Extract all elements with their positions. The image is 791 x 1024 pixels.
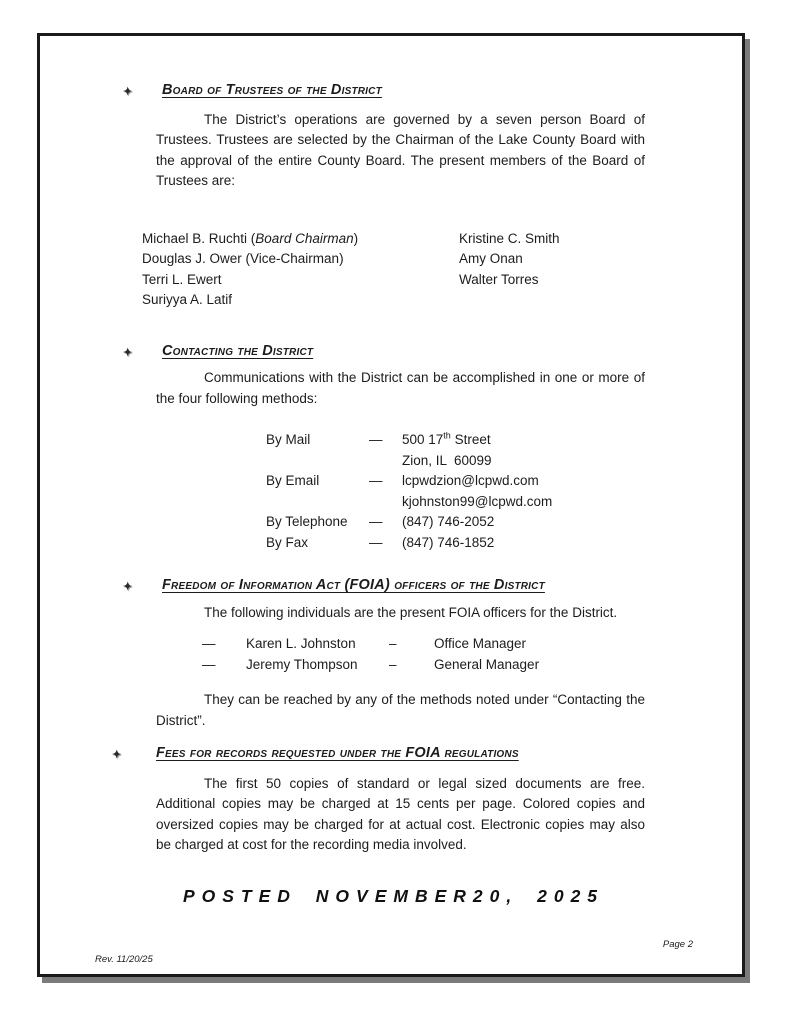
trustee-role-italic: Board Chairman	[255, 230, 354, 246]
section-heading-fees	[112, 743, 645, 764]
page-content	[40, 36, 742, 974]
contact-dash: —	[369, 534, 383, 550]
diamond-bullet-icon: ✦	[112, 749, 122, 761]
trustees-list	[142, 229, 645, 311]
contact-method-row	[266, 471, 645, 492]
foia-officer-row	[202, 634, 645, 655]
contact-dash: —	[369, 514, 383, 529]
trustee-name-part: Michael B. Ruchti (	[142, 230, 256, 246]
contact-method-value: (847) 746-1852	[402, 534, 495, 550]
trustee-name-part: )	[353, 230, 359, 246]
posted-date-line: POSTED NOVEMBER20, 2025	[182, 885, 605, 906]
contact-dash	[369, 451, 402, 472]
officer-name: Karen L. Johnston	[246, 636, 356, 651]
section-heading-contacting	[123, 341, 645, 362]
officer-title: General Manager	[434, 656, 540, 672]
contact-method-row	[266, 512, 645, 533]
contact-method-label: By Mail	[266, 432, 311, 447]
contacting-intro-paragraph: Communications with the District can be accomplished in one or more of the four following methods:	[156, 370, 645, 406]
contact-dash: —	[369, 473, 383, 488]
ordinal-superscript: th	[443, 430, 451, 441]
contact-method-row	[266, 451, 645, 472]
contact-method-label	[266, 451, 369, 472]
officer-name: Jeremy Thompson	[246, 656, 358, 672]
contact-method-value: (847) 746-2052	[402, 514, 495, 529]
trustee-name	[142, 229, 459, 250]
heading-contacting-district: Contacting the District	[162, 342, 314, 359]
officer-separator: –	[389, 656, 397, 672]
board-intro-paragraph: The District’s operations are governed by a seven person Board of Trustees. Trustees are selected by the Chairman of the Lake County Board with the approval of the entire County Board. The present members of the Board of Trustees are:	[156, 111, 645, 188]
foia-intro-paragraph: The following individuals are the present FOIA officers for the District.	[204, 604, 618, 620]
diamond-bullet-icon: ✦	[123, 86, 133, 98]
heading-fees: Fees for records requested under the FOIA regulations	[156, 745, 519, 761]
officer-dash: —	[202, 636, 216, 651]
diamond-bullet-icon: ✦	[123, 346, 133, 359]
revision-date: Rev. 11/20/25	[95, 954, 153, 965]
page-frame	[37, 33, 745, 977]
contact-method-value: Zion, IL 60099	[402, 452, 492, 468]
trustee-name: Amy Onan	[459, 251, 523, 266]
contact-dash: —	[369, 432, 383, 447]
trustee-row	[142, 290, 645, 311]
diamond-bullet-icon: ✦	[123, 581, 133, 593]
officer-dash: —	[202, 656, 216, 672]
contact-method-value	[402, 430, 491, 451]
section-heading-foia-officers	[123, 575, 645, 596]
contact-method-row	[266, 533, 645, 554]
address-part: Street	[450, 432, 491, 447]
contact-method-label: By Telephone	[266, 514, 348, 529]
foia-closing-paragraph: They can be reached by any of the methods noted under “Contacting the District”.	[156, 692, 645, 728]
officer-title: Office Manager	[434, 636, 527, 651]
address-part: 500 17	[402, 432, 444, 447]
heading-foia-officers: Freedom of Information Act (FOIA) officers of the District	[162, 577, 545, 593]
trustee-name: Kristine C. Smith	[459, 230, 560, 246]
page-number: Page 2	[662, 939, 693, 950]
contact-methods-list	[266, 430, 645, 553]
officer-separator: –	[389, 636, 397, 651]
trustee-row	[142, 249, 645, 270]
contact-method-label	[266, 492, 369, 513]
trustee-name: Terri L. Ewert	[142, 271, 222, 287]
foia-officers-list	[202, 634, 645, 675]
contact-method-label: By Fax	[266, 534, 309, 550]
trustee-name: Suriyya A. Latif	[142, 292, 233, 307]
foia-officer-row	[202, 655, 645, 676]
contact-dash	[369, 492, 402, 513]
trustee-name: Walter Torres	[459, 271, 539, 287]
contact-method-value: lcpwdzion@lcpwd.com	[402, 473, 539, 488]
trustee-name	[459, 290, 645, 311]
trustee-row	[142, 229, 645, 250]
trustee-row	[142, 270, 645, 291]
contact-method-label: By Email	[266, 473, 320, 488]
trustee-name: Douglas J. Ower (Vice-Chairman)	[142, 251, 344, 266]
heading-board-of-trustees: Board of Trustees of the District	[162, 82, 382, 98]
contact-method-row	[266, 430, 645, 451]
contact-method-row	[266, 492, 645, 513]
contact-method-value: kjohnston99@lcpwd.com	[402, 493, 553, 509]
section-heading-board	[123, 80, 645, 101]
fees-body-paragraph: The first 50 copies of standard or legal sized documents are free. Additional copies may be charged at 15 cents per page. Colored copies and oversized copies may be charged for at actual cost. Electronic copies may also be charged at cost for the recording media involved.	[156, 775, 645, 852]
